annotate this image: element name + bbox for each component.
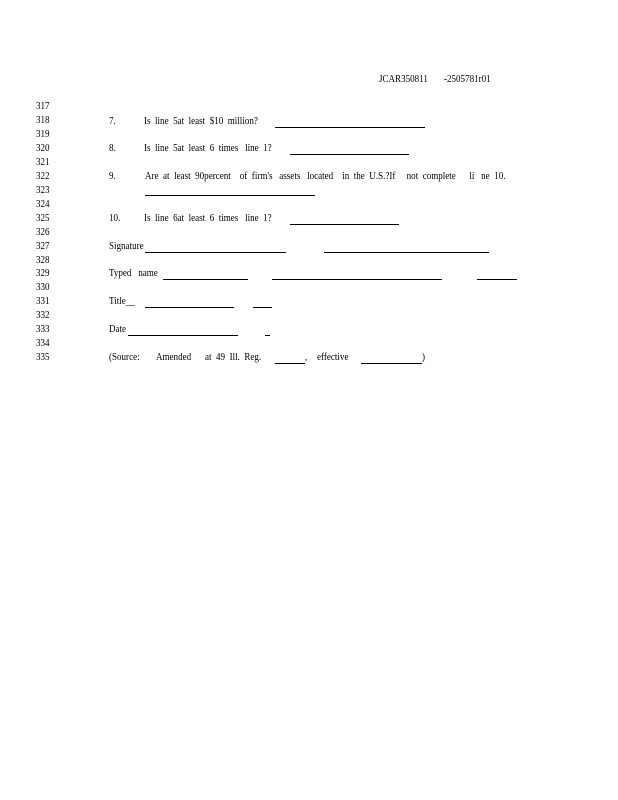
line-number: 327 (36, 241, 50, 252)
source-register: at 49 Ill. Reg. (205, 352, 262, 363)
document-revision: -2505781r01 (444, 74, 491, 85)
item-question: Is line 5at least 6 times line 1? (144, 143, 272, 154)
line-number: 331 (36, 296, 50, 307)
item-question: Is line 6at least 6 times line 1? (144, 213, 272, 224)
date-field[interactable] (128, 335, 238, 336)
line-number: 318 (36, 115, 50, 126)
typed-name-field[interactable] (163, 279, 248, 280)
line-number: 323 (36, 185, 50, 196)
date-label: Date (109, 324, 127, 335)
signature-date-field[interactable] (324, 252, 489, 253)
answer-blank[interactable] (290, 154, 409, 155)
item-number: 9. (109, 171, 116, 182)
title-label: Title__ (109, 296, 135, 307)
line-number: 328 (36, 255, 50, 266)
line-number: 322 (36, 171, 50, 182)
typed-name-extra-field[interactable] (272, 279, 442, 280)
item-number: 7. (109, 116, 116, 127)
line-number: 326 (36, 227, 50, 238)
register-page-blank[interactable] (275, 363, 305, 364)
line-number: 319 (36, 129, 50, 140)
effective-date-blank[interactable] (361, 363, 422, 364)
answer-blank[interactable] (290, 224, 399, 225)
line-number: 329 (36, 268, 50, 279)
source-open: (Source: (109, 352, 140, 363)
line-number: 317 (36, 101, 50, 112)
item-question: Are at least 90percent of firm's assets located in the U.S.?If not complete li ne 10. (145, 171, 506, 182)
signature-label: Signature (109, 241, 144, 252)
line-number: 320 (36, 143, 50, 154)
item-question: Is line 5at least $10 million? (144, 116, 258, 127)
typed-name-short-field[interactable] (477, 279, 517, 280)
typed-name-label: Typed name (109, 268, 158, 279)
line-number: 324 (36, 199, 50, 210)
line-number: 321 (36, 157, 50, 168)
line-number: 325 (36, 213, 50, 224)
source-comma: , (305, 352, 308, 363)
line-number: 335 (36, 352, 50, 363)
source-effective: effective (317, 352, 349, 363)
item-number: 8. (109, 143, 116, 154)
line-number: 333 (36, 324, 50, 335)
line-number: 332 (36, 310, 50, 321)
document-code: JCAR350811 (379, 74, 428, 85)
item-number: 10. (109, 213, 121, 224)
answer-blank[interactable] (275, 127, 425, 128)
signature-field[interactable] (145, 252, 286, 253)
answer-blank[interactable] (145, 195, 315, 196)
line-number: 334 (36, 338, 50, 349)
source-close: ) (422, 352, 426, 363)
source-amended: Amended (156, 352, 192, 363)
date-extra-field[interactable] (265, 335, 270, 336)
title-field[interactable] (145, 307, 234, 308)
title-extra-field[interactable] (253, 307, 272, 308)
line-number: 330 (36, 282, 50, 293)
